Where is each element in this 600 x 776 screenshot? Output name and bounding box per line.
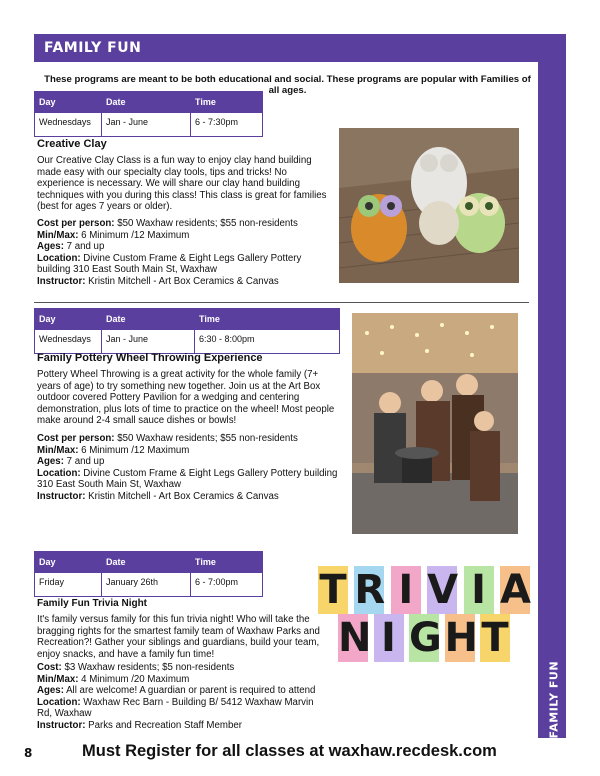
table-row	[35, 330, 340, 354]
program-title: Family Fun Trivia Night	[37, 598, 148, 609]
header-date: Date	[102, 309, 195, 330]
clay-owls-photo	[339, 128, 519, 283]
header-date: Date	[102, 552, 191, 573]
cell-time: 6 - 7:00pm	[191, 573, 263, 597]
divider	[34, 302, 529, 303]
header-day: Day	[35, 309, 102, 330]
side-tab	[538, 62, 566, 738]
header-day: Day	[35, 552, 102, 573]
register-footer: Must Register for all classes at waxhaw.recdesk.com	[82, 742, 497, 760]
pottery-family-photo	[352, 313, 518, 534]
schedule-table	[34, 551, 263, 597]
trivia-letter: V	[427, 567, 459, 613]
header-time: Time	[195, 309, 340, 330]
table-row	[35, 573, 263, 597]
header-time: Time	[191, 92, 263, 113]
cell-day: Wednesdays	[35, 330, 102, 354]
header-date: Date	[102, 92, 191, 113]
trivia-letter: N	[338, 615, 372, 661]
trivia-letter: H	[444, 615, 478, 661]
cell-time: 6:30 - 8:00pm	[195, 330, 340, 354]
program-title: Creative Clay	[37, 138, 107, 150]
trivia-letter: I	[391, 566, 421, 614]
trivia-night-graphic	[318, 566, 530, 696]
program-description: Pottery Wheel Throwing is a great activity for the whole family (7+ years of age) to try something new together. Join us at the Art Box outdoor covered Pottery Pavilion for a wedging and centering demonstration, plus lots of time to practice on the wheel! Most people make around 2-4 small sauce dishes or bowls!	[37, 369, 335, 427]
program-details: Cost per person: $50 Waxhaw residents; $55 non-residents Min/Max: 6 Minimum /12 Maximum Ages: 7 and up Location: Divine Custom Frame & Eight Legs Gallery Pottery building 310 East South Main St, Waxhaw Instructor: Kristin Mitchell - Art Box Ceramics & Canvas	[37, 433, 338, 502]
program-description: It's family versus family for this fun trivia night! Who will take the bragging rights for the smartest family team of Waxhaw Parks and Recreation?! Gather your siblings and guardians, build your team, enjoy snacks, and have a family fun time!	[37, 614, 320, 660]
header-time: Time	[191, 552, 263, 573]
cell-date: Jan - June	[102, 330, 195, 354]
schedule-table	[34, 308, 340, 354]
intro-text: These programs are meant to be both educational and social. These programs are popular with Families of all ages.	[44, 74, 531, 96]
trivia-letter: A	[499, 567, 531, 613]
trivia-letter: T	[481, 615, 509, 661]
trivia-letter: R	[354, 567, 386, 613]
cell-day: Friday	[35, 573, 102, 597]
program-details: Cost: $3 Waxhaw residents; $5 non-residents Min/Max: 4 Minimum /20 Maximum Ages: All are welcome! A guardian or parent is required to attend Location: Waxhaw Rec Barn - Building B/ 5412 Waxhaw Marvin Rd, Waxhaw Instructor: Parks and Recreation Staff Member	[37, 662, 316, 731]
trivia-letter: G	[409, 615, 442, 661]
cell-date: Jan - June	[102, 113, 191, 137]
trivia-row	[318, 566, 530, 614]
program-details: Cost per person: $50 Waxhaw residents; $55 non-residents Min/Max: 6 Minimum /12 Maximum Ages: 7 and up Location: Divine Custom Frame & Eight Legs Gallery Pottery building 310 East South Main St, Waxhaw Instructor: Kristin Mitchell - Art Box Ceramics & Canvas	[37, 218, 302, 287]
cell-day: Wednesdays	[35, 113, 102, 137]
schedule-table	[34, 91, 263, 137]
program-title: Family Pottery Wheel Throwing Experience	[37, 352, 263, 364]
page-number: 8	[24, 746, 33, 760]
program-description: Our Creative Clay Class is a fun way to enjoy clay hand building made easy with our specialty clay tools, tips and tricks! No experience is necessary. We will share our clay hand building techniques with you during this class! This class is great for families (best for ages 7 years or older).	[37, 155, 327, 213]
trivia-row	[318, 614, 530, 662]
section-banner	[34, 34, 566, 62]
header-day: Day	[35, 92, 102, 113]
section-title: FAMILY FUN	[44, 40, 142, 56]
trivia-letter: T	[319, 567, 347, 613]
cell-date: January 26th	[102, 573, 191, 597]
cell-time: 6 - 7:30pm	[191, 113, 263, 137]
trivia-letter: I	[464, 566, 494, 614]
side-tab-label: FAMILY FUN	[547, 660, 561, 739]
trivia-letter: I	[374, 614, 404, 662]
table-row	[35, 113, 263, 137]
